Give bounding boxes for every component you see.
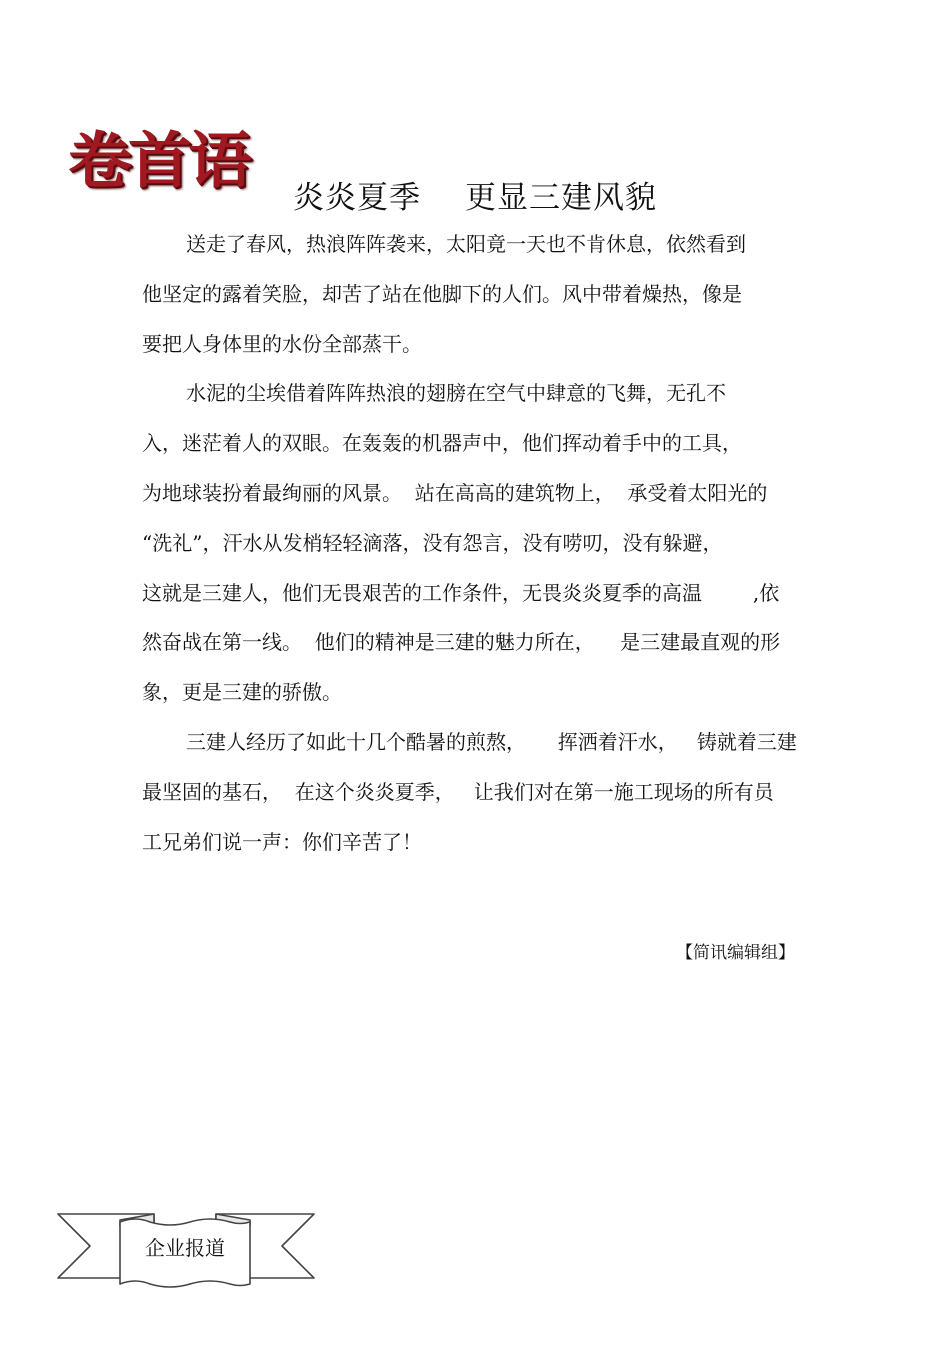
body-line: 工兄弟们说一声：你们辛苦了！ — [142, 829, 422, 854]
article-signature: 【简讯编辑组】 — [676, 943, 795, 963]
article-title-part1: 炎炎夏季 — [293, 180, 421, 216]
body-line: 要把人身体里的水份全部蒸干。 — [142, 331, 422, 356]
body-line: 入，迷茫着人的双眼。在轰轰的机器声中，他们挥动着手中的工具， — [142, 431, 742, 456]
body-line: 三建人经历了如此十几个酷暑的煎熬， 挥洒着汗水， 铸就着三建 — [186, 729, 797, 754]
banner-label: 企业报道 — [145, 1236, 225, 1260]
body-line: 这就是三建人，他们无畏艰苦的工作条件，无畏炎炎夏季的高温 ,依 — [142, 580, 780, 605]
body-line: 象，更是三建的骄傲。 — [142, 680, 342, 705]
body-line: 送走了春风，热浪阵阵袭来，太阳竟一天也不肯休息，依然看到 — [186, 232, 746, 256]
body-line: 为地球装扮着最绚丽的风景。 站在高高的建筑物上， 承受着太阳光的 — [142, 480, 768, 505]
body-line: 他坚定的露着笑脸，却苦了站在他脚下的人们。风中带着燥热，像是 — [142, 281, 742, 306]
body-line: “洗礼”，汗水从发梢轻轻滴落，没有怨言，没有唠叨，没有躲避， — [142, 530, 723, 555]
body-line: 然奋战在第一线。 他们的精神是三建的魅力所在， 是三建最直观的形 — [142, 630, 781, 655]
body-line: 水泥的尘埃借着阵阵热浪的翅膀在空气中肆意的飞舞，无孔不 — [186, 381, 726, 406]
article-body — [142, 220, 812, 867]
body-line: 最坚固的基石， 在这个炎炎夏季， 让我们对在第一施工现场的所有员 — [142, 779, 774, 804]
article-title-part2: 更显三建风貌 — [465, 180, 657, 216]
section-heading-art: 卷首语 — [68, 125, 248, 197]
article-title — [0, 172, 950, 217]
